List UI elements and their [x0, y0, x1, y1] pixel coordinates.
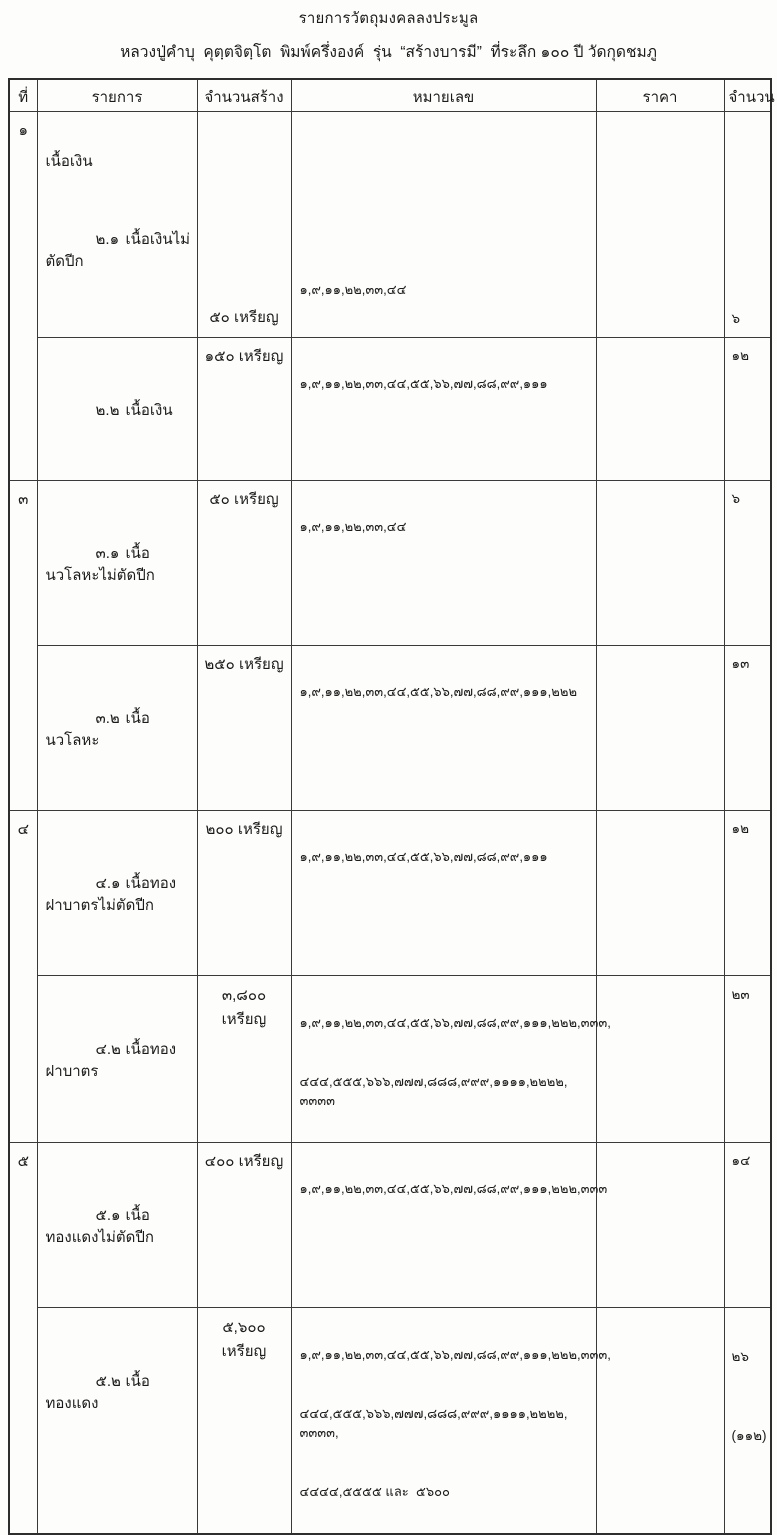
numbers-line: ๑,๙,๑๑,๒๒,๓๓,๔๔,๕๕,๖๖,๗๗,๘๘,๙๙,๑๑๑,๒๒๒,๓๓๓, [299, 1015, 611, 1030]
qty-cell: ๒๓ [724, 976, 771, 1143]
col-header-item: รายการ [37, 79, 197, 112]
qty-cell: ๑๒ [724, 811, 771, 976]
qty-cell: ๖ [724, 481, 771, 646]
price-cell [596, 338, 724, 481]
item-cell [37, 1308, 197, 1535]
numbers-line: ๔๔๔,๕๕๕,๖๖๖,๗๗๗,๘๘๘,๙๙๙,๑๑๑๑,๒๒๒๒, ๓๓๓๓, [299, 1406, 572, 1440]
qty-cell: ๑๔ [724, 1143, 771, 1308]
item-name: เนื้อทองแดงไม่ตัดปีก [45, 1207, 154, 1246]
item-cell [37, 811, 197, 976]
item-name: เนื้อเงิน [125, 402, 173, 419]
made-cell: ๑๕๐ เหรียญ [197, 338, 291, 481]
made-cell: ๒๕๐ เหรียญ [197, 646, 291, 811]
item-number: ๓.๒ [95, 710, 120, 727]
made-cell: ๕๐ เหรียญ [197, 481, 291, 646]
table-row [9, 976, 771, 1143]
col-header-numbers: หมายเลข [291, 79, 596, 112]
table-row [9, 481, 771, 646]
category-label: เนื้อเงิน [45, 153, 93, 170]
numbers-line: ๔๔๔,๕๕๕,๖๖๖,๗๗๗,๘๘๘,๙๙๙,๑๑๑๑,๒๒๒๒, ๓๓๓๓ [299, 1074, 572, 1108]
item-number: ๕.๒ [95, 1373, 121, 1390]
made-cell: ๔๐๐ เหรียญ [197, 1143, 291, 1308]
col-header-qty: จำนวน [724, 79, 771, 112]
item-cell [37, 338, 197, 481]
table-row [9, 646, 771, 811]
made-cell: ๕๐ เหรียญ [197, 112, 291, 338]
numbers-cell [291, 976, 611, 1143]
qty-cell: ๑๒ [724, 338, 771, 481]
price-cell [596, 976, 724, 1143]
price-cell [596, 1143, 724, 1308]
item-cell [37, 112, 197, 338]
row-no-cell: ๓ [9, 481, 37, 811]
item-cell [37, 646, 197, 811]
numbers-line: ๑,๙,๑๑,๒๒,๓๓,๔๔,๕๕,๖๖,๗๗,๘๘,๙๙,๑๑๑,๒๒๒ [299, 684, 578, 699]
auction-items-table [8, 78, 775, 1535]
item-number: ๒.๒ [95, 402, 120, 419]
row-no-cell: ๑ [9, 112, 37, 481]
document-title: รายการวัตถุมงคลลงประมูล [298, 10, 479, 27]
numbers-line: ๑,๙,๑๑,๒๒,๓๓,๔๔,๕๕,๖๖,๗๗,๘๘,๙๙,๑๑๑,๒๒๒,๓๓๓, [299, 1347, 611, 1362]
header-row [9, 79, 771, 112]
made-cell: ๕,๖๐๐ เหรียญ [197, 1308, 291, 1535]
qty-value: ๒๖ [731, 1349, 749, 1364]
numbers-cell [291, 1143, 608, 1308]
item-number: ๔.๒ [95, 1041, 121, 1058]
table-row [9, 112, 771, 338]
item-cell [37, 1143, 197, 1308]
table-row [9, 1143, 771, 1308]
numbers-cell [291, 112, 596, 338]
item-number: ๔.๑ [95, 875, 121, 892]
item-name: เนื้อทองฝาบาตรไม่ตัดปีก [45, 875, 177, 914]
col-header-price: ราคา [596, 79, 724, 112]
numbers-cell [291, 811, 596, 976]
row-no-cell: ๔ [9, 811, 37, 1143]
item-number: ๕.๑ [95, 1207, 121, 1224]
price-cell [596, 646, 724, 811]
col-header-made: จำนวนสร้าง [197, 79, 291, 112]
numbers-line: ๑,๙,๑๑,๒๒,๓๓,๔๔,๕๕,๖๖,๗๗,๘๘,๙๙,๑๑๑ [299, 849, 548, 864]
item-name: เนื้อทองฝาบาตร [45, 1041, 177, 1080]
item-number: ๒.๑ [95, 231, 120, 248]
price-cell [596, 112, 724, 338]
row-no-cell: ๕ [9, 1143, 37, 1535]
price-cell [596, 481, 724, 646]
numbers-line: ๑,๙,๑๑,๒๒,๓๓,๔๔,๕๕,๖๖,๗๗,๘๘,๙๙,๑๑๑,๒๒๒,๓๓๓ [299, 1181, 608, 1196]
item-name: เนื้อนวโลหะ [45, 710, 150, 749]
qty-total-note: (๑๑๒) [731, 1428, 767, 1443]
table-row [9, 1308, 771, 1535]
table-row [9, 811, 771, 976]
numbers-line: ๔๔๔๔,๕๕๕๕ และ ๕๖๐๐ [299, 1484, 450, 1499]
price-cell [596, 811, 724, 976]
qty-cell: ๖ [724, 112, 771, 338]
numbers-line: ๑,๙,๑๑,๒๒,๓๓,๔๔ [299, 282, 407, 297]
document-subtitle: หลวงปู่คำบุ คุตฺตจิตฺโต พิมพ์ครึ่งองค์ รุ่น “สร้างบารมี” ที่ระลึก ๑๐๐ ปี วัดกุดชมภู [120, 44, 657, 61]
item-cell [37, 976, 197, 1143]
item-name: เนื้อเงินไม่ตัดปีก [45, 231, 191, 270]
made-cell: ๓,๘๐๐ เหรียญ [197, 976, 291, 1143]
qty-cell [724, 1308, 771, 1535]
numbers-cell [291, 481, 596, 646]
price-cell [596, 1308, 724, 1535]
qty-cell: ๑๓ [724, 646, 771, 811]
numbers-cell [291, 646, 596, 811]
numbers-cell [291, 1308, 611, 1535]
item-cell [37, 481, 197, 646]
item-number: ๓.๑ [95, 545, 120, 562]
numbers-line: ๑,๙,๑๑,๒๒,๓๓,๔๔ [299, 519, 407, 534]
numbers-cell [291, 338, 596, 481]
col-header-no: ที่ [9, 79, 37, 112]
item-name: เนื้อนวโลหะไม่ตัดปีก [45, 545, 155, 584]
table-row [9, 338, 771, 481]
item-name: เนื้อทองแดง [45, 1373, 150, 1412]
made-cell: ๒๐๐ เหรียญ [197, 811, 291, 976]
numbers-line: ๑,๙,๑๑,๒๒,๓๓,๔๔,๕๕,๖๖,๗๗,๘๘,๙๙,๑๑๑ [299, 376, 548, 391]
